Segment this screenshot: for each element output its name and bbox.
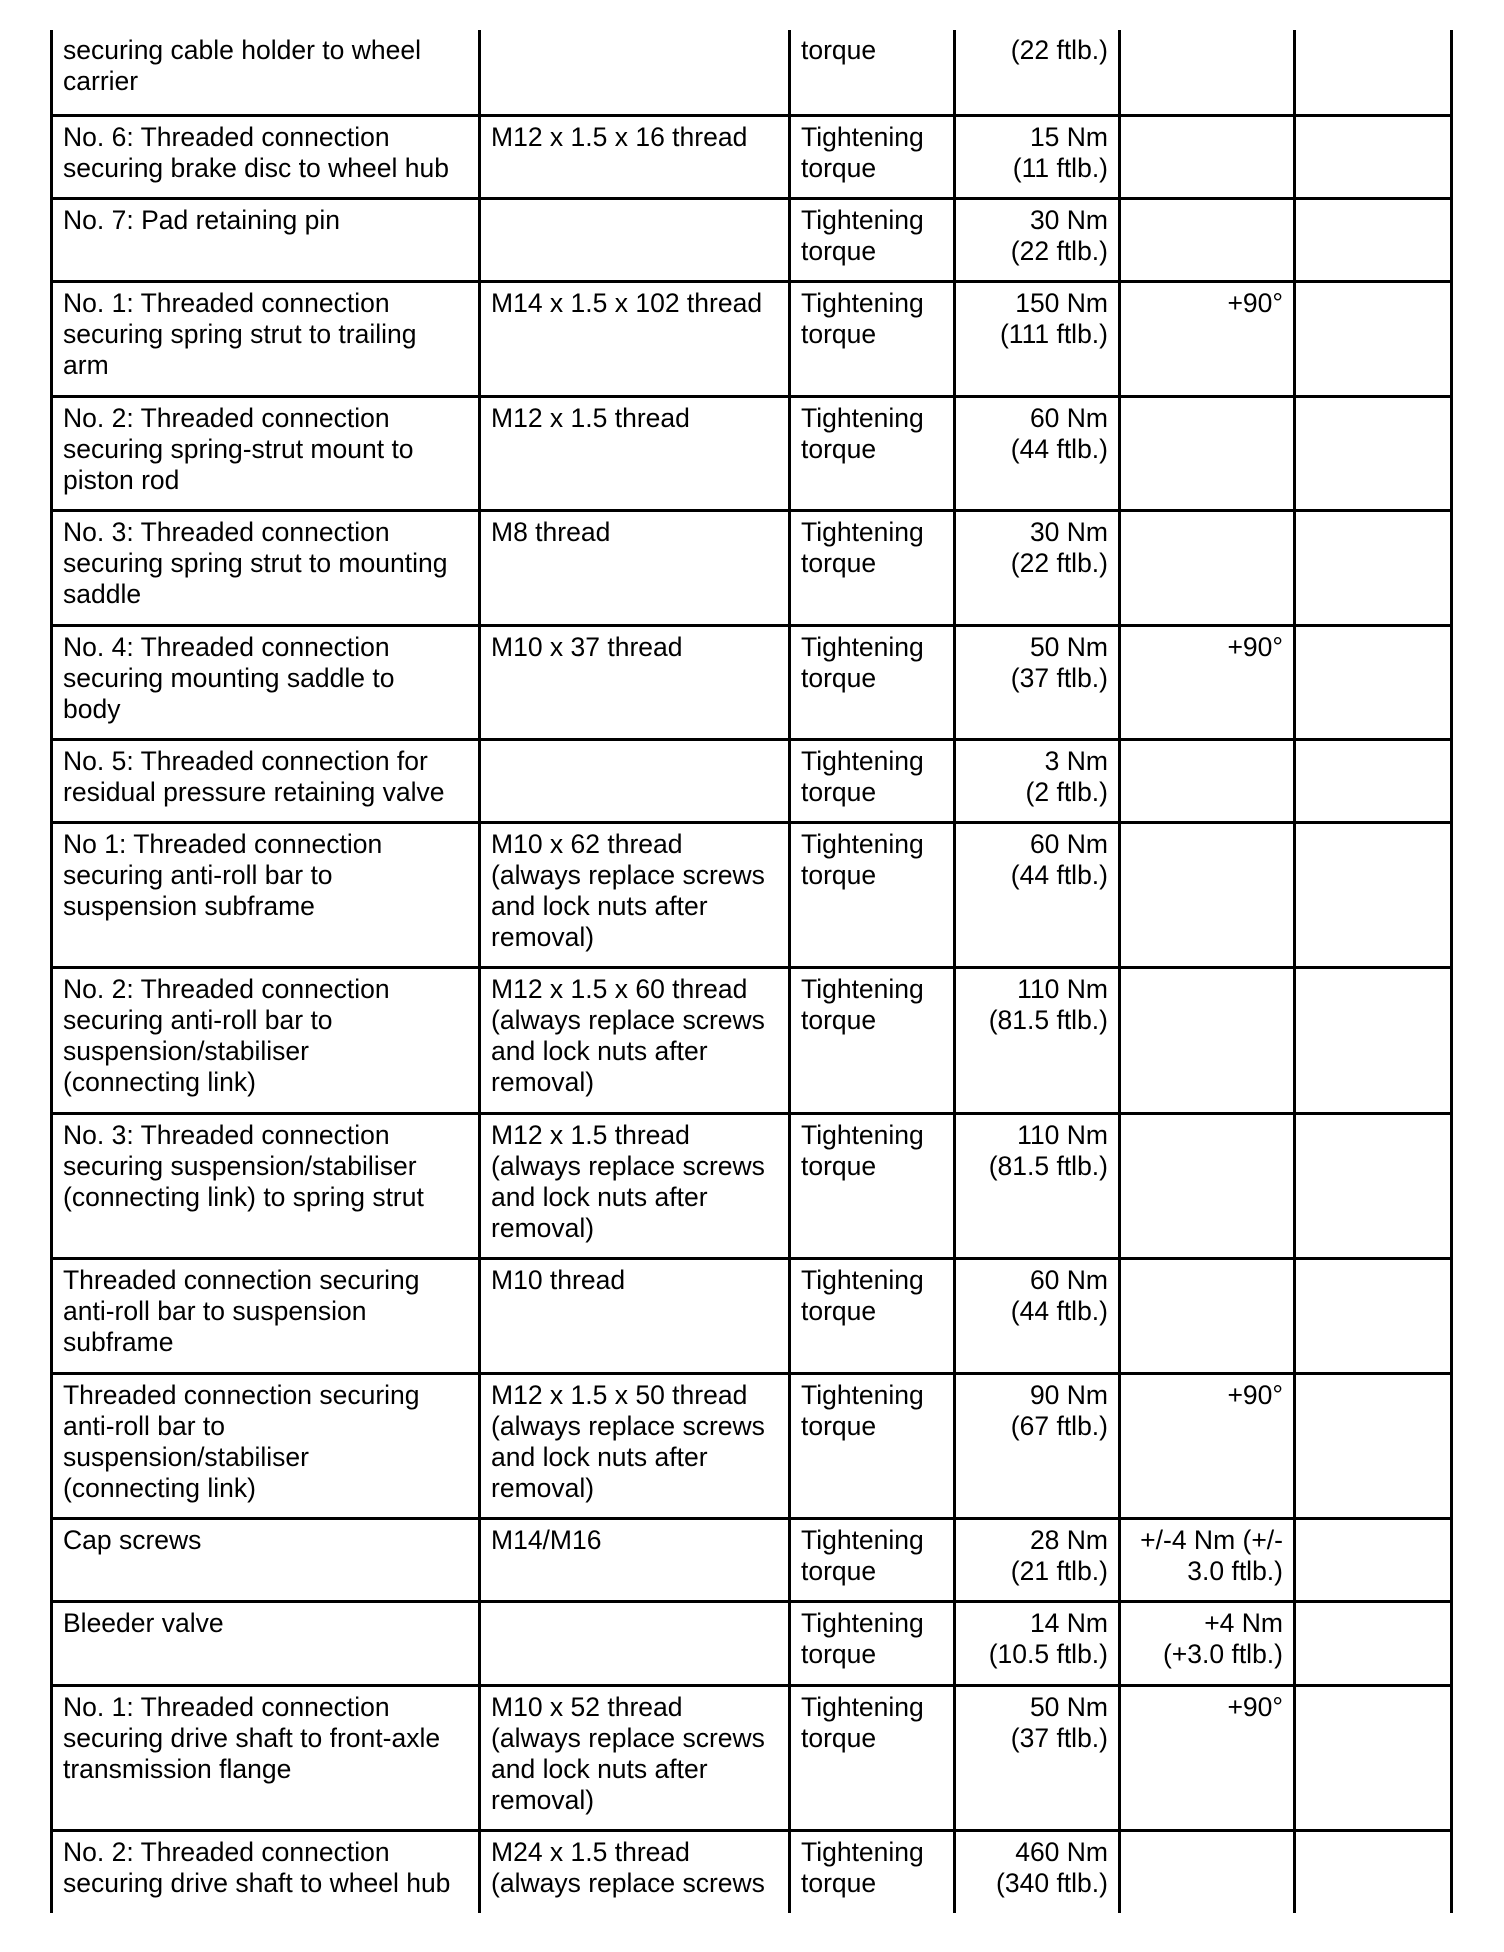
thread-spec-cell: M12 x 1.5 x 60 thread (always replace screws and lock nuts after removal) (480, 967, 790, 1113)
table-row (52, 115, 1452, 198)
additional-angle-cell (1120, 1258, 1295, 1373)
thread-spec-cell: M12 x 1.5 x 50 thread (always replace screws and lock nuts after removal) (480, 1373, 790, 1518)
torque-type-cell: Tightening torque (790, 281, 955, 396)
additional-angle-cell (1120, 967, 1295, 1113)
component-cell: Threaded connection securing anti-roll bar to suspension subframe (52, 1258, 480, 1373)
torque-type-cell: Tightening torque (790, 1685, 955, 1830)
component-cell: No. 7: Pad retaining pin (52, 198, 480, 281)
thread-spec-cell (480, 198, 790, 281)
additional-angle-cell (1120, 396, 1295, 510)
component-cell: Bleeder valve (52, 1601, 480, 1685)
note-cell (1295, 739, 1452, 822)
thread-spec-cell: M10 x 62 thread (always replace screws and lock nuts after removal) (480, 822, 790, 967)
torque-value-cell: (22 ftlb.) (955, 30, 1120, 115)
torque-value-cell: 28 Nm (21 ftlb.) (955, 1518, 1120, 1601)
additional-angle-cell (1120, 739, 1295, 822)
torque-table-body (52, 30, 1452, 1913)
thread-spec-cell: M24 x 1.5 thread (always replace screws (480, 1830, 790, 1913)
torque-type-cell: Tightening torque (790, 625, 955, 739)
torque-value-cell: 30 Nm (22 ftlb.) (955, 198, 1120, 281)
note-cell (1295, 30, 1452, 115)
torque-value-cell: 110 Nm (81.5 ftlb.) (955, 967, 1120, 1113)
torque-type-cell: Tightening torque (790, 1518, 955, 1601)
thread-spec-cell: M14 x 1.5 x 102 thread (480, 281, 790, 396)
thread-spec-cell: M10 x 37 thread (480, 625, 790, 739)
thread-spec-cell: M10 x 52 thread (always replace screws and lock nuts after removal) (480, 1685, 790, 1830)
torque-table (50, 30, 1453, 1913)
torque-type-cell: Tightening torque (790, 1113, 955, 1258)
component-cell: No. 6: Threaded connection securing brake disc to wheel hub (52, 115, 480, 198)
note-cell (1295, 115, 1452, 198)
note-cell (1295, 1113, 1452, 1258)
component-cell: No. 4: Threaded connection securing mounting saddle to body (52, 625, 480, 739)
additional-angle-cell: +90° (1120, 1685, 1295, 1830)
component-cell: securing cable holder to wheel carrier (52, 30, 480, 115)
table-row (52, 1830, 1452, 1913)
component-cell: No. 5: Threaded connection for residual pressure retaining valve (52, 739, 480, 822)
thread-spec-cell: M12 x 1.5 thread (always replace screws and lock nuts after removal) (480, 1113, 790, 1258)
additional-angle-cell: +4 Nm (+3.0 ftlb.) (1120, 1601, 1295, 1685)
note-cell (1295, 396, 1452, 510)
component-cell: No. 1: Threaded connection securing drive shaft to front-axle transmission flange (52, 1685, 480, 1830)
additional-angle-cell (1120, 198, 1295, 281)
additional-angle-cell (1120, 115, 1295, 198)
torque-value-cell: 110 Nm (81.5 ftlb.) (955, 1113, 1120, 1258)
torque-value-cell: 60 Nm (44 ftlb.) (955, 396, 1120, 510)
torque-value-cell: 150 Nm (111 ftlb.) (955, 281, 1120, 396)
torque-type-cell: Tightening torque (790, 739, 955, 822)
table-row (52, 510, 1452, 625)
torque-type-cell: torque (790, 30, 955, 115)
table-row (52, 30, 1452, 115)
note-cell (1295, 967, 1452, 1113)
component-cell: No. 2: Threaded connection securing spring-strut mount to piston rod (52, 396, 480, 510)
table-row (52, 822, 1452, 967)
table-row (52, 967, 1452, 1113)
component-cell: No. 3: Threaded connection securing suspension/stabiliser (connecting link) to spring strut (52, 1113, 480, 1258)
additional-angle-cell: +90° (1120, 1373, 1295, 1518)
note-cell (1295, 1601, 1452, 1685)
table-row (52, 396, 1452, 510)
thread-spec-cell: M10 thread (480, 1258, 790, 1373)
note-cell (1295, 625, 1452, 739)
torque-value-cell: 30 Nm (22 ftlb.) (955, 510, 1120, 625)
torque-spec-sheet (50, 30, 1450, 1913)
thread-spec-cell: M14/M16 (480, 1518, 790, 1601)
thread-spec-cell (480, 30, 790, 115)
torque-type-cell: Tightening torque (790, 1373, 955, 1518)
table-row (52, 1685, 1452, 1830)
torque-value-cell: 14 Nm (10.5 ftlb.) (955, 1601, 1120, 1685)
table-row (52, 1518, 1452, 1601)
component-cell: Threaded connection securing anti-roll bar to suspension/stabiliser (connecting link) (52, 1373, 480, 1518)
torque-value-cell: 50 Nm (37 ftlb.) (955, 625, 1120, 739)
note-cell (1295, 822, 1452, 967)
table-row (52, 281, 1452, 396)
table-row (52, 1113, 1452, 1258)
component-cell: No. 2: Threaded connection securing drive shaft to wheel hub (52, 1830, 480, 1913)
torque-value-cell: 90 Nm (67 ftlb.) (955, 1373, 1120, 1518)
thread-spec-cell: M12 x 1.5 x 16 thread (480, 115, 790, 198)
additional-angle-cell (1120, 822, 1295, 967)
thread-spec-cell: M12 x 1.5 thread (480, 396, 790, 510)
table-row (52, 198, 1452, 281)
torque-type-cell: Tightening torque (790, 198, 955, 281)
torque-type-cell: Tightening torque (790, 967, 955, 1113)
table-row (52, 625, 1452, 739)
component-cell: No. 1: Threaded connection securing spring strut to trailing arm (52, 281, 480, 396)
note-cell (1295, 1518, 1452, 1601)
table-row (52, 739, 1452, 822)
note-cell (1295, 1373, 1452, 1518)
additional-angle-cell (1120, 30, 1295, 115)
component-cell: No. 2: Threaded connection securing anti-roll bar to suspension/stabiliser (connecting link) (52, 967, 480, 1113)
torque-type-cell: Tightening torque (790, 822, 955, 967)
torque-type-cell: Tightening torque (790, 115, 955, 198)
note-cell (1295, 281, 1452, 396)
note-cell (1295, 510, 1452, 625)
torque-value-cell: 60 Nm (44 ftlb.) (955, 822, 1120, 967)
torque-value-cell: 15 Nm (11 ftlb.) (955, 115, 1120, 198)
component-cell: Cap screws (52, 1518, 480, 1601)
note-cell (1295, 1830, 1452, 1913)
note-cell (1295, 198, 1452, 281)
note-cell (1295, 1258, 1452, 1373)
torque-value-cell: 3 Nm (2 ftlb.) (955, 739, 1120, 822)
additional-angle-cell (1120, 1113, 1295, 1258)
torque-value-cell: 460 Nm (340 ftlb.) (955, 1830, 1120, 1913)
torque-type-cell: Tightening torque (790, 396, 955, 510)
thread-spec-cell (480, 1601, 790, 1685)
note-cell (1295, 1685, 1452, 1830)
table-row (52, 1373, 1452, 1518)
table-row (52, 1601, 1452, 1685)
torque-type-cell: Tightening torque (790, 1830, 955, 1913)
table-row (52, 1258, 1452, 1373)
torque-value-cell: 50 Nm (37 ftlb.) (955, 1685, 1120, 1830)
torque-value-cell: 60 Nm (44 ftlb.) (955, 1258, 1120, 1373)
thread-spec-cell: M8 thread (480, 510, 790, 625)
additional-angle-cell: +/-4 Nm (+/- 3.0 ftlb.) (1120, 1518, 1295, 1601)
torque-type-cell: Tightening torque (790, 1258, 955, 1373)
additional-angle-cell: +90° (1120, 281, 1295, 396)
additional-angle-cell (1120, 510, 1295, 625)
torque-type-cell: Tightening torque (790, 1601, 955, 1685)
component-cell: No. 3: Threaded connection securing spring strut to mounting saddle (52, 510, 480, 625)
torque-type-cell: Tightening torque (790, 510, 955, 625)
additional-angle-cell: +90° (1120, 625, 1295, 739)
thread-spec-cell (480, 739, 790, 822)
additional-angle-cell (1120, 1830, 1295, 1913)
component-cell: No 1: Threaded connection securing anti-roll bar to suspension subframe (52, 822, 480, 967)
